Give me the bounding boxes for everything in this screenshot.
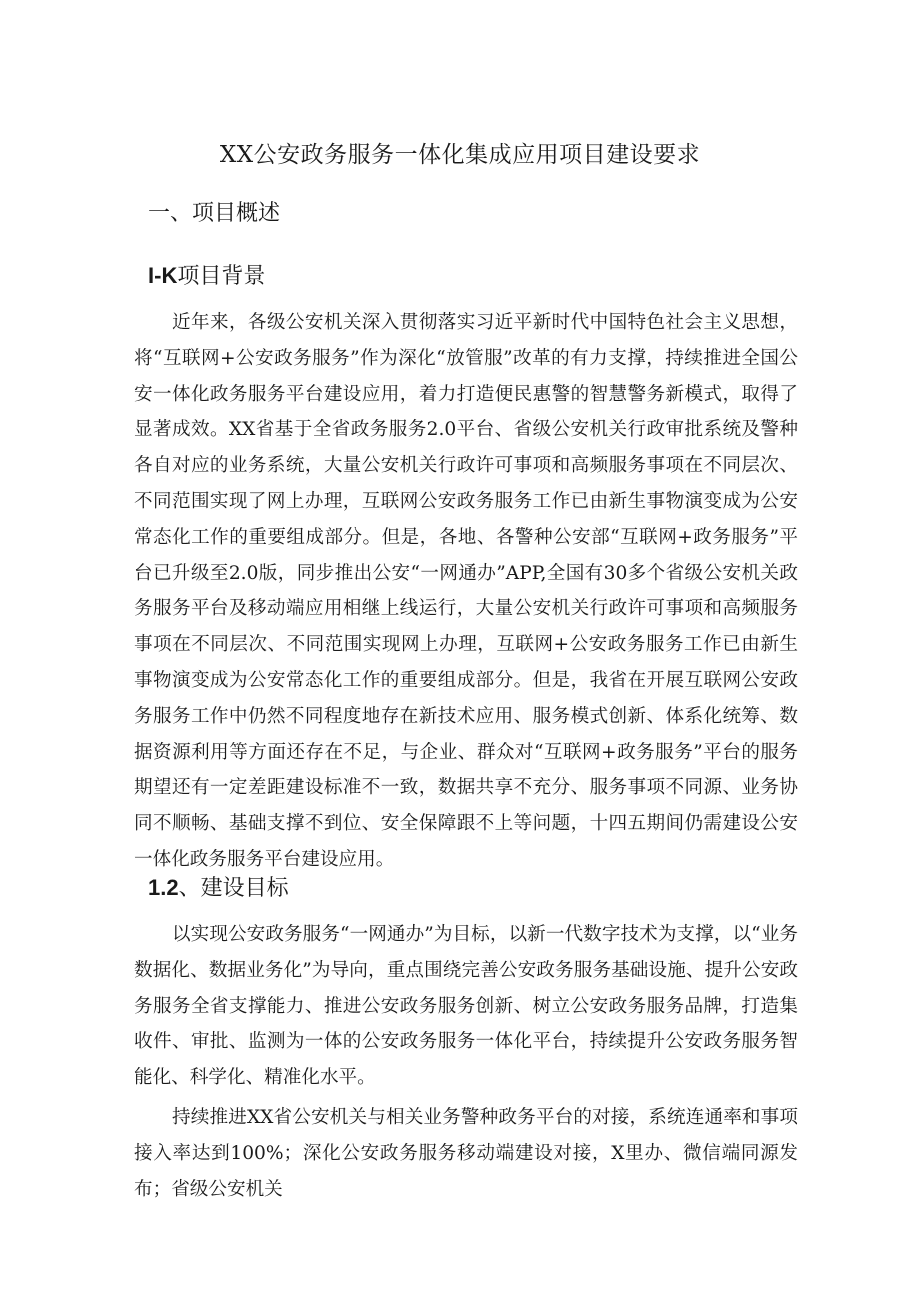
subsection-number: 1.2	[148, 875, 179, 900]
goals-paragraph-continued: 持续推进XX省公安机关与相关业务警种政务平台的对接，系统连通率和事项接入率达到100%；深化公安政务服务移动端建设对接，X里办、微信端同源发布；省级公安机关	[134, 1107, 798, 1200]
subsection-title: 项目背景	[177, 264, 266, 289]
subsection-heading-goals	[148, 872, 289, 905]
subsection-title: 、建设目标	[178, 876, 289, 901]
document-title: XX公安政务服务一体化集成应用项目建设要求	[219, 142, 701, 168]
background-paragraph: 近年来，各级公安机关深入贯彻落实习近平新时代中国特色社会主义思想，将“互联网+公安政务服务”作为深化“放管服”改革的有力支撑，持续推进全国公安一体化政务服务平台建设应用，着力打造便民惠警的智慧警务新模式，取得了显著成效。XX省基于全省政务服务2.0平台、省级公安机关行政审批系统及警种各自对应的业务系统，大量公安机关行政许可事项和高频服务事项在不同层次、不同范围实现了网上办理，互联网公安政务服务工作已由新生事物演变成为公安常态化工作的重要组成部分。但是，各地、各警种公安部“互联网+政务服务”平台已升级至2.0版，同步推出公安“一网通办”APP,全国有30多个省级公安机关政务服务平台及移动端应用相继上线运行，大量公安机关行政许可事项和高频服务事项在不同层次、不同范围实现网上办理，互联网+公安政务服务工作已由新生事物演变成为公安常态化工作的重要组成部分。但是，我省在开展互联网公安政务服务工作中仍然不同程度地存在新技术应用、服务模式创新、体系化统筹、数据资源利用等方面还存在不足，与企业、群众对“互联网+政务服务”平台的服务期望还有一定差距建设标准不一致，数据共享不充分、服务事项不同源、业务协同不顺畅、基础支撑不到位、安全保障跟不上等问题，十四五期间仍需建设公安一体化政务服务平台建设应用。	[134, 312, 798, 870]
section-heading-overview: 一、项目概述	[148, 201, 281, 226]
subsection-heading-background	[148, 260, 265, 293]
subsection-number: I-K	[148, 263, 178, 288]
goals-paragraph: 以实现公安政务服务“一网通办”为目标，以新一代数字技术为支撑，以“业务数据化、数据业务化”为导向，重点围绕完善公安政务服务基础设施、提升公安政务服务全省支撑能力、推进公安政务服务创新、树立公安政务服务品牌，打造集收件、审批、监测为一体的公安政务服务一体化平台，持续提升公安政务服务智能化、科学化、精准化水平。	[134, 924, 798, 1089]
